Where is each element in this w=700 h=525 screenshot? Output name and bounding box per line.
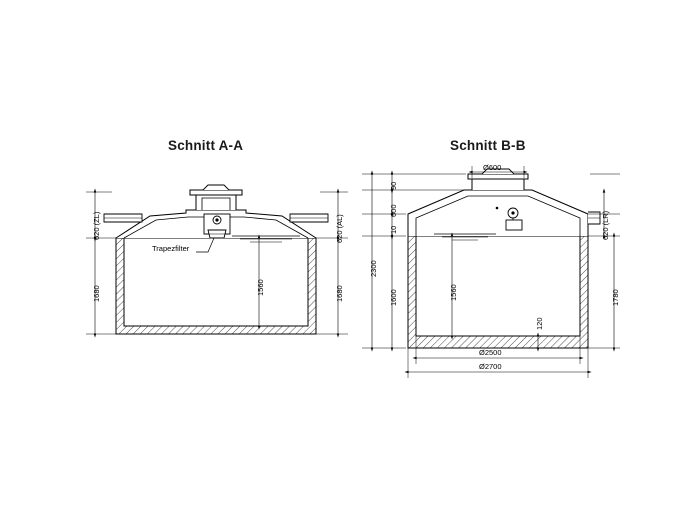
dim-620-lr: 620 (LR) [601,210,610,240]
dim-1680-right: 1680 [335,285,344,302]
dim-120: 120 [535,317,544,330]
dim-600: 600 [389,204,398,217]
label-diameter-2500: Ø2500 [479,348,502,357]
dim-1560-a: 1560 [256,279,265,296]
dim-1600: 1600 [389,289,398,306]
dim-1780: 1780 [611,289,620,306]
dim-2300: 2300 [369,260,378,277]
dim-90: 90 [389,181,398,190]
label-diameter-2700: Ø2700 [479,362,502,371]
section-a-title: Schnitt A-A [168,138,244,153]
dim-620-zl: 620 (ZL) [92,211,101,240]
dim-1680-left: 1680 [92,285,101,302]
section-a-geometry [86,185,348,334]
dim-10: 10 [389,225,398,234]
label-diameter-600: Ø600 [483,163,502,172]
section-b-geometry [362,166,620,378]
section-b-title: Schnitt B-B [450,138,526,153]
dim-1560-b: 1560 [449,284,458,301]
dim-620-al: 620 (AL) [335,214,344,243]
label-trapezfilter: Trapezfilter [152,244,190,253]
